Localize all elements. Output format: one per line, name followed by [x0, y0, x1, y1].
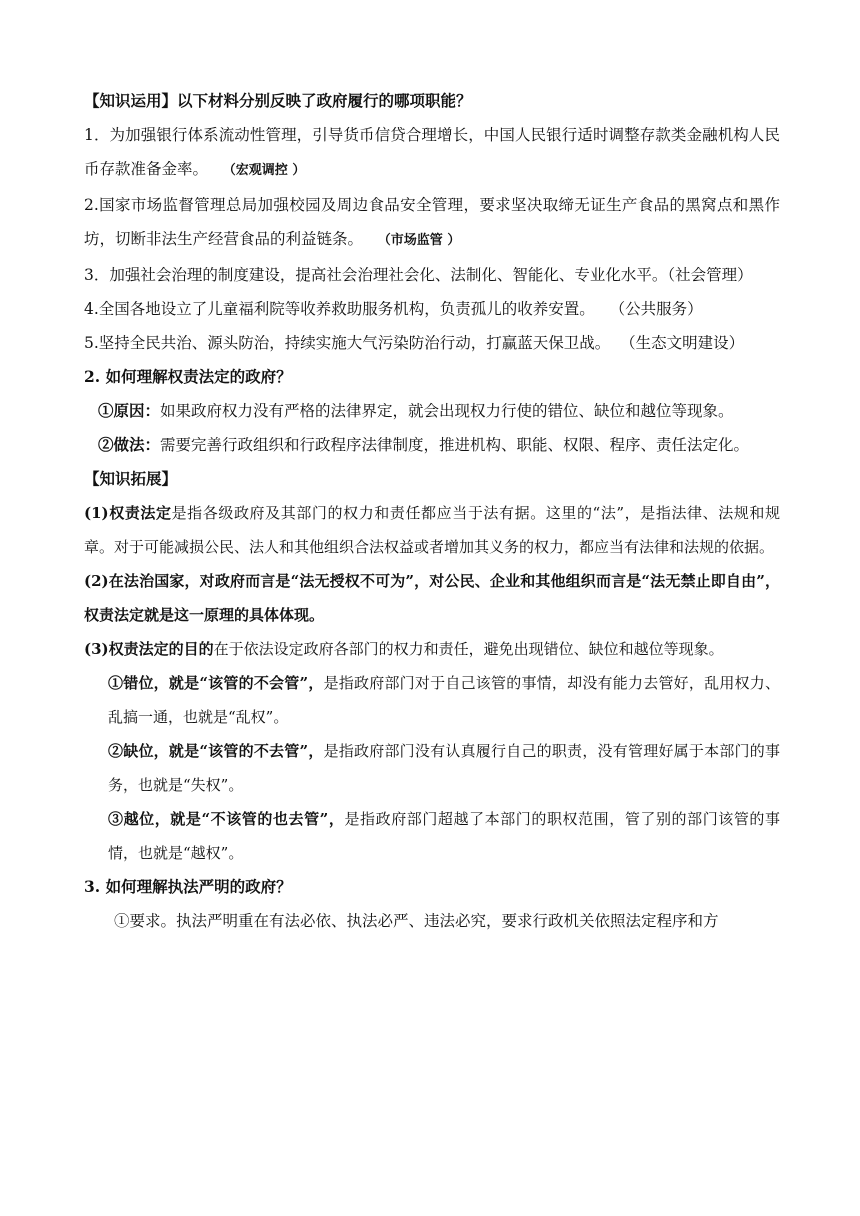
section-knowledge-apply: [84, 84, 780, 118]
ext-p1-text: 是指各级政府及其部门的权力和责任都应当于法有据。这里的“法”，是指法律、法规和规章。对于可能减损公民、法人和其他组织合法权益或者增加其义务的权力，都应当有法律和法规的依据。: [84, 504, 780, 556]
list-item: [84, 258, 780, 292]
ext-subitem-misplace: [84, 666, 780, 734]
item-answer: （生态文明建设）: [620, 334, 745, 352]
question-3-title: 3. 如何理解执法严明的政府？: [84, 877, 292, 896]
q2-reason: [84, 394, 780, 428]
item-answer: （市场监管 ）: [377, 233, 461, 248]
ext-subitem-overreach: [84, 802, 780, 870]
subitem-label: ②缺位，就是“该管的不去管”，: [108, 742, 324, 760]
ext-p3-label: (3)权责法定的目的: [84, 640, 214, 658]
q2-method: [84, 428, 780, 462]
document-page: [84, 84, 780, 938]
ext-p3-text: 在于依法设定政府各部门的权力和责任，避免出现错位、缺位和越位等现象。: [213, 640, 724, 658]
ext-p1-label: (1)权责法定: [84, 504, 172, 522]
reason-label: ①原因：: [98, 401, 161, 420]
question-2-title: 2. 如何理解权责法定的政府？: [84, 367, 292, 386]
ext-paragraph-1: [84, 496, 780, 564]
subitem-text: 是指政府部门没有认真履行自己的职责，没有管理好属于本部门的事务，也就是“失权”。: [108, 742, 780, 794]
item-text: 2.国家市场监督管理总局加强校园及周边食品安全管理，要求坚决取缔无证生产食品的黑窝点和黑作坊，切断非法生产经营食品的利益链条。: [84, 196, 780, 248]
item-answer: （社会管理）: [667, 266, 753, 284]
item-text: 3．加强社会治理的制度建设，提高社会治理社会化、法制化、智能化、专业化水平。: [84, 266, 668, 284]
ext-paragraph-3: [84, 632, 780, 666]
method-text: 需要完善行政组织和行政程序法律制度，推进机构、职能、权限、程序、责任法定化。: [160, 436, 750, 454]
section-question: 以下材料分别反映了政府履行的哪项职能？: [177, 91, 472, 110]
subitem-text: 是指政府部门对于自己该管的事情，却没有能力去管好，乱用权力、乱搞一通，也就是“乱权”。: [108, 674, 780, 726]
subitem-text: 是指政府部门超越了本部门的职权范围，管了别的部门该管的事情，也就是“越权”。: [108, 810, 780, 862]
item-text: 5.坚持全民共治、源头防治，持续实施大气污染防治行动，打赢蓝天保卫战。: [84, 334, 611, 352]
subitem-label: ①错位，就是“该管的不会管”，: [108, 674, 324, 692]
item-answer: （公共服务）: [609, 300, 703, 318]
list-item: [84, 188, 780, 258]
list-item: [84, 118, 780, 188]
q3-line: ①要求。执法严明重在有法必依、执法必严、违法必究，要求行政机关依照法定程序和方: [114, 912, 719, 930]
subitem-label: ③越位，就是“不该管的也去管”，: [108, 810, 345, 828]
item-text: 1．为加强银行体系流动性管理，引导货币信贷合理增长，中国人民银行适时调整存款类金融机构人民币存款准备金率。: [84, 126, 780, 178]
item-answer: （宏观调控 ）: [222, 163, 306, 178]
method-label: ②做法：: [98, 435, 161, 454]
item-text: 4.全国各地设立了儿童福利院等收养救助服务机构，负责孤儿的收养安置。: [84, 300, 595, 318]
reason-text: 如果政府权力没有严格的法律界定，就会出现权力行使的错位、缺位和越位等现象。: [160, 402, 734, 420]
ext-subitem-absence: [84, 734, 780, 802]
list-item: [84, 326, 780, 360]
knowledge-extension-head: 【知识拓展】: [84, 469, 178, 488]
ext-paragraph-2: (2)在法治国家，对政府而言是“法无授权不可为”，对公民、企业和其他组织而言是“法无禁止即自由”，权责法定就是这一原理的具体体现。: [84, 572, 780, 624]
list-item: [84, 292, 780, 326]
section-bracket-title: 【知识运用】: [84, 91, 178, 110]
